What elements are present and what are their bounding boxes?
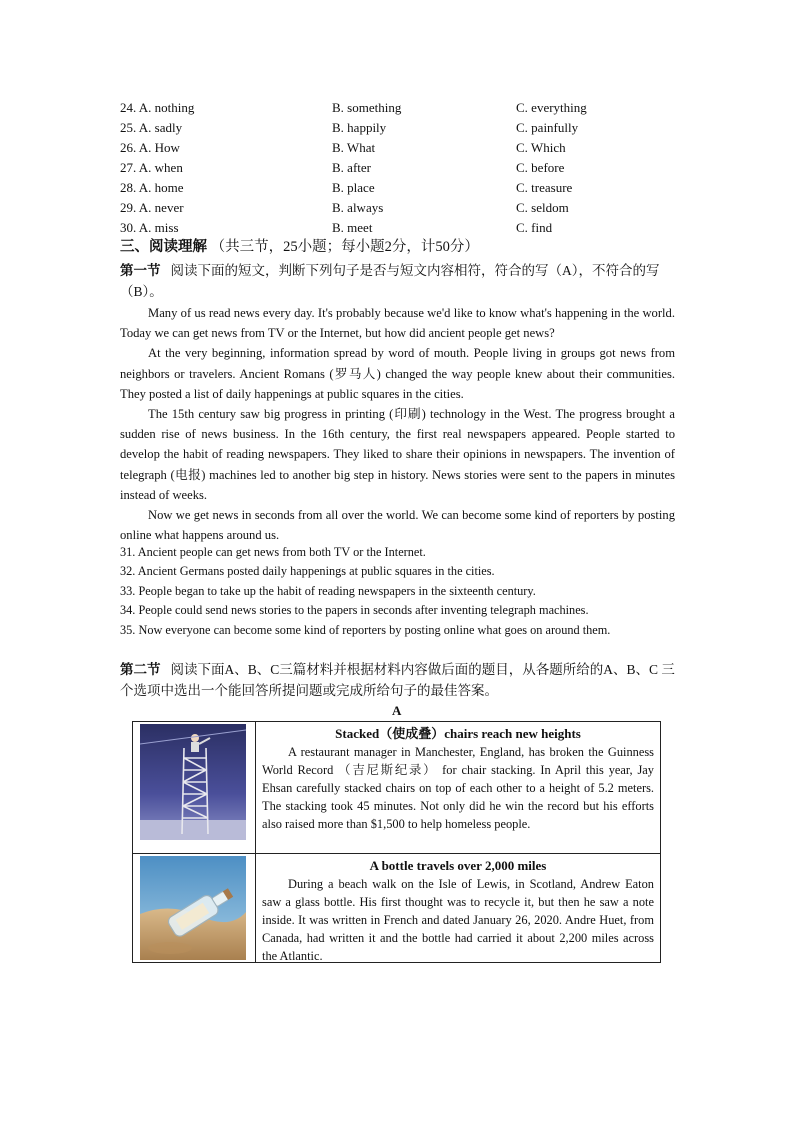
choice-row-29 [120, 198, 680, 218]
part-2-instruction [120, 659, 680, 701]
passage-paragraph: Now we get news in seconds from all over the world. We can become some kind of reporters by posting online what happens around us. [120, 508, 675, 543]
part-1-instruction-text: 阅读下面的短文，判断下列句子是否与短文内容相符，符合的写（A），不符合的写（B）。 [120, 263, 660, 299]
choice-row-25 [120, 118, 680, 138]
material-letter: A [392, 703, 402, 718]
material-title: Stacked（使成叠）chairs reach new heights [335, 726, 581, 741]
choice-b: B. place [332, 180, 375, 195]
choice-c: C. before [516, 160, 565, 175]
choice-a: 29. A. never [120, 200, 184, 215]
choice-a: 30. A. miss [120, 220, 179, 235]
part-2-label: 第二节 [120, 662, 161, 677]
choice-c: C. treasure [516, 180, 573, 195]
passage-paragraph: Many of us read news every day. It's probably because we'd like to know what's happening in the world. Today we can get news from TV or the Internet, but how did ancient people get news? [120, 306, 675, 341]
choice-a: 28. A. home [120, 180, 184, 195]
passage-paragraph: The 15th century saw big progress in printing (印刷) technology in the West. The progress brought a sudden rise of news business. In the 16th century, the first real newspapers appeared. People started to develop the habit of reading newspapers. They liked to share their opinions in newspapers. The invention of telegraph (电报) machines led to another big step in history. News stories were sent to the papers in minutes instead of weeks. [120, 407, 675, 502]
part-2-instruction-text: 阅读下面A、B、C三篇材料并根据材料内容做后面的题目，从各题所给的A、B、C 三个选项中选出一个能回答所提问题或完成所给句子的最佳答案。 [120, 662, 675, 698]
choice-c: C. find [516, 220, 553, 235]
passage-paragraph: At the very beginning, information spread by word of mouth. People living in groups got news from neighbors or travelers. Ancient Romans (罗马人) changed the way people knew about their communities. They posted a list of daily happenings at public squares in the cities. [120, 346, 675, 401]
material-text: A restaurant manager in Manchester, England, has broken the Guinness World Record （吉尼斯纪录） for chair stacking. In April this year, Jay Ehsan carefully stacked chairs on top of each other to a height of 5.2 meters. The stacking took 45 minutes. Not only did he win the record but his efforts also raised more than $1,500 to help homeless people. [262, 745, 654, 831]
image-cell [133, 854, 256, 962]
choice-a: 24. A. nothing [120, 100, 195, 115]
choice-a: 27. A. when [120, 160, 183, 175]
bottle-on-beach-photo [140, 856, 246, 960]
statement-32: 32. Ancient Germans posted daily happenings at public squares in the cities. [120, 564, 495, 579]
material-title: A bottle travels over 2,000 miles [369, 858, 547, 873]
choice-a: 25. A. sadly [120, 120, 183, 135]
choice-b: B. happily [332, 120, 387, 135]
choice-a: 26. A. How [120, 140, 180, 155]
choice-c: C. everything [516, 100, 587, 115]
choice-row-26 [120, 138, 680, 158]
material-text: During a beach walk on the Isle of Lewis, in Scotland, Andrew Eaton saw a glass bottle. His first thought was to recycle it, but then he saw a note inside. It was written in French and dated January 26, 2020. Andre Huet, from Canada, had written it and the bottle had carried it about 2,200 miles across the Atlantic. [262, 877, 654, 963]
choice-c: C. painfully [516, 120, 579, 135]
choice-c: C. Which [516, 140, 566, 155]
choice-b: B. something [332, 100, 402, 115]
part-1-instruction [120, 260, 680, 302]
reading-passage [120, 303, 675, 545]
stacked-chairs-tower-photo [140, 724, 246, 840]
text-cell [256, 722, 660, 853]
image-cell [133, 722, 256, 853]
table-row [133, 854, 660, 962]
section-3-note: （共三节，25小题；每小题2分，计50分） [210, 239, 479, 255]
choice-b: B. meet [332, 220, 373, 235]
table-row [133, 722, 660, 854]
choice-b: B. after [332, 160, 371, 175]
true-false-statements [120, 543, 680, 640]
section-3-heading [120, 237, 479, 257]
choice-row-24 [120, 98, 680, 118]
cloze-choices [120, 98, 680, 238]
statement-31: 31. Ancient people can get news from both TV or the Internet. [120, 545, 426, 559]
statement-33: 33. People began to take up the habit of reading newspapers in the sixteenth century. [120, 583, 536, 598]
text-cell [256, 854, 660, 962]
material-a-table [132, 721, 661, 963]
choice-row-30 [120, 218, 680, 238]
part-1-label: 第一节 [120, 263, 161, 278]
section-3-title: 三、阅读理解 [120, 239, 207, 255]
choice-row-27 [120, 158, 680, 178]
statement-35: 35. Now everyone can become some kind of reporters by posting online what goes on around them. [120, 622, 611, 637]
statement-34: 34. People could send news stories to the papers in seconds after inventing telegraph machines. [120, 603, 589, 618]
choice-c: C. seldom [516, 200, 569, 215]
choice-b: B. always [332, 200, 384, 215]
choice-row-28 [120, 178, 680, 198]
choice-b: B. What [332, 140, 376, 155]
